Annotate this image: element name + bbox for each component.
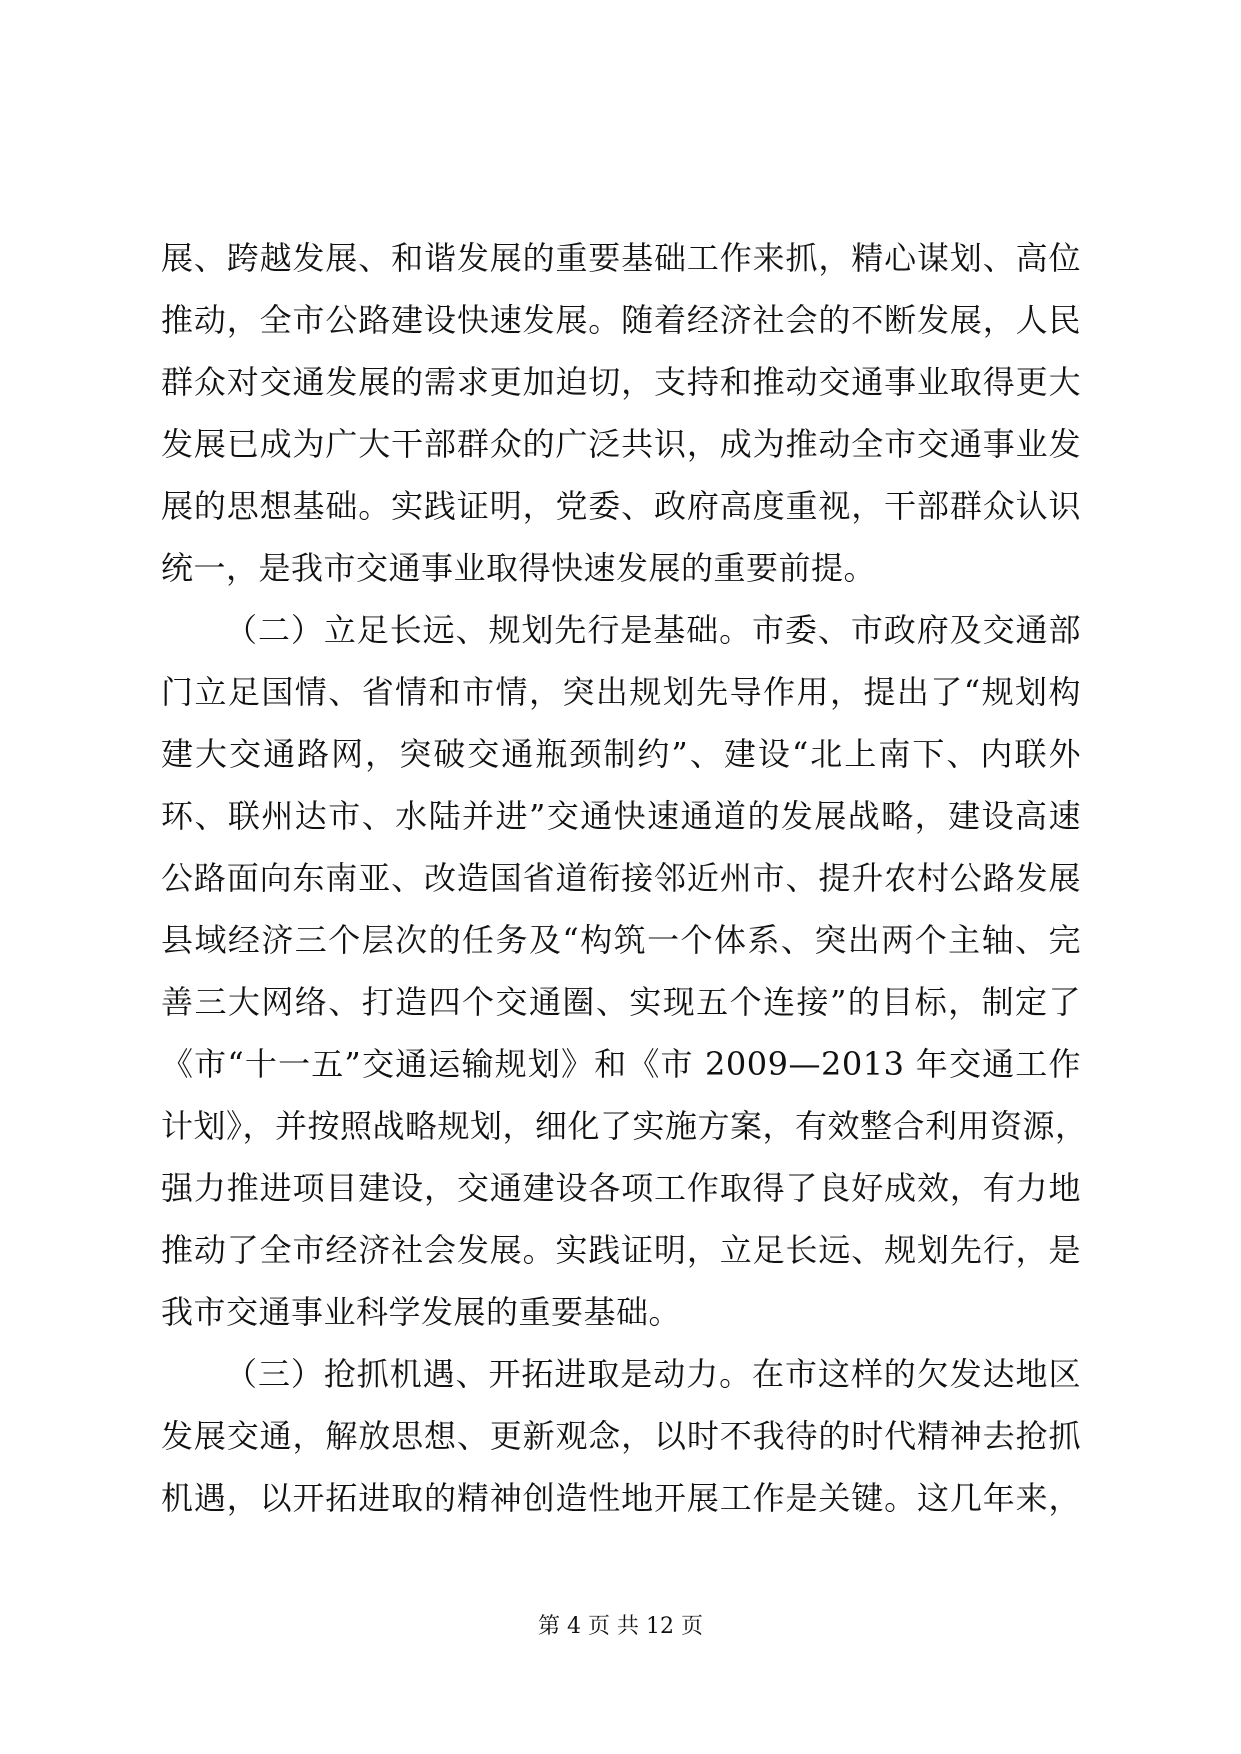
text-line: 机遇，以开拓进取的精神创造性地开展工作是关键。这几年来， <box>161 1479 1081 1517</box>
text-line: 环、联州达市、水陆并进”交通快速通道的发展战略，建设高速 <box>161 797 1081 835</box>
section-heading-line: （二）立足长远、规划先行是基础。市委、市政府及交通部 <box>225 611 1081 649</box>
text-line: 《市“十一五”交通运输规划》和《市 2009—2013 年交通工作 <box>161 1045 1081 1083</box>
text-line: 县域经济三个层次的任务及“构筑一个体系、突出两个主轴、完 <box>161 921 1081 959</box>
text-line: 发展交通，解放思想、更新观念，以时不我待的时代精神去抢抓 <box>161 1417 1081 1455</box>
text-line: 建大交通路网，突破交通瓶颈制约”、建设“北上南下、内联外 <box>161 735 1081 773</box>
page-number-footer: 第 4 页 共 12 页 <box>538 1614 703 1639</box>
text-line: 统一，是我市交通事业取得快速发展的重要前提。 <box>161 549 877 587</box>
text-line: 展、跨越发展、和谐发展的重要基础工作来抓，精心谋划、高位 <box>161 239 1081 277</box>
text-line: 群众对交通发展的需求更加迫切，支持和推动交通事业取得更大 <box>161 363 1081 401</box>
text-line: 善三大网络、打造四个交通圈、实现五个连接”的目标，制定了 <box>161 983 1081 1021</box>
text-line: 发展已成为广大干部群众的广泛共识，成为推动全市交通事业发 <box>161 425 1081 463</box>
text-line: 计划》，并按照战略规划，细化了实施方案，有效整合利用资源， <box>161 1107 1088 1145</box>
text-line: 推动了全市经济社会发展。实践证明，立足长远、规划先行，是 <box>161 1231 1081 1269</box>
text-line: 推动，全市公路建设快速发展。随着经济社会的不断发展，人民 <box>161 301 1081 339</box>
text-line: 我市交通事业科学发展的重要基础。 <box>161 1293 682 1331</box>
text-line: 公路面向东南亚、改造国省道衔接邻近州市、提升农村公路发展 <box>161 859 1081 897</box>
text-line: 强力推进项目建设，交通建设各项工作取得了良好成效，有力地 <box>161 1169 1081 1207</box>
section-heading-line: （三）抢抓机遇、开拓进取是动力。在市这样的欠发达地区 <box>225 1355 1081 1393</box>
body-text <box>161 227 1088 1529</box>
text-line: 展的思想基础。实践证明，党委、政府高度重视，干部群众认识 <box>161 487 1081 525</box>
text-line: 门立足国情、省情和市情，突出规划先导作用，提出了“规划构 <box>161 673 1081 711</box>
